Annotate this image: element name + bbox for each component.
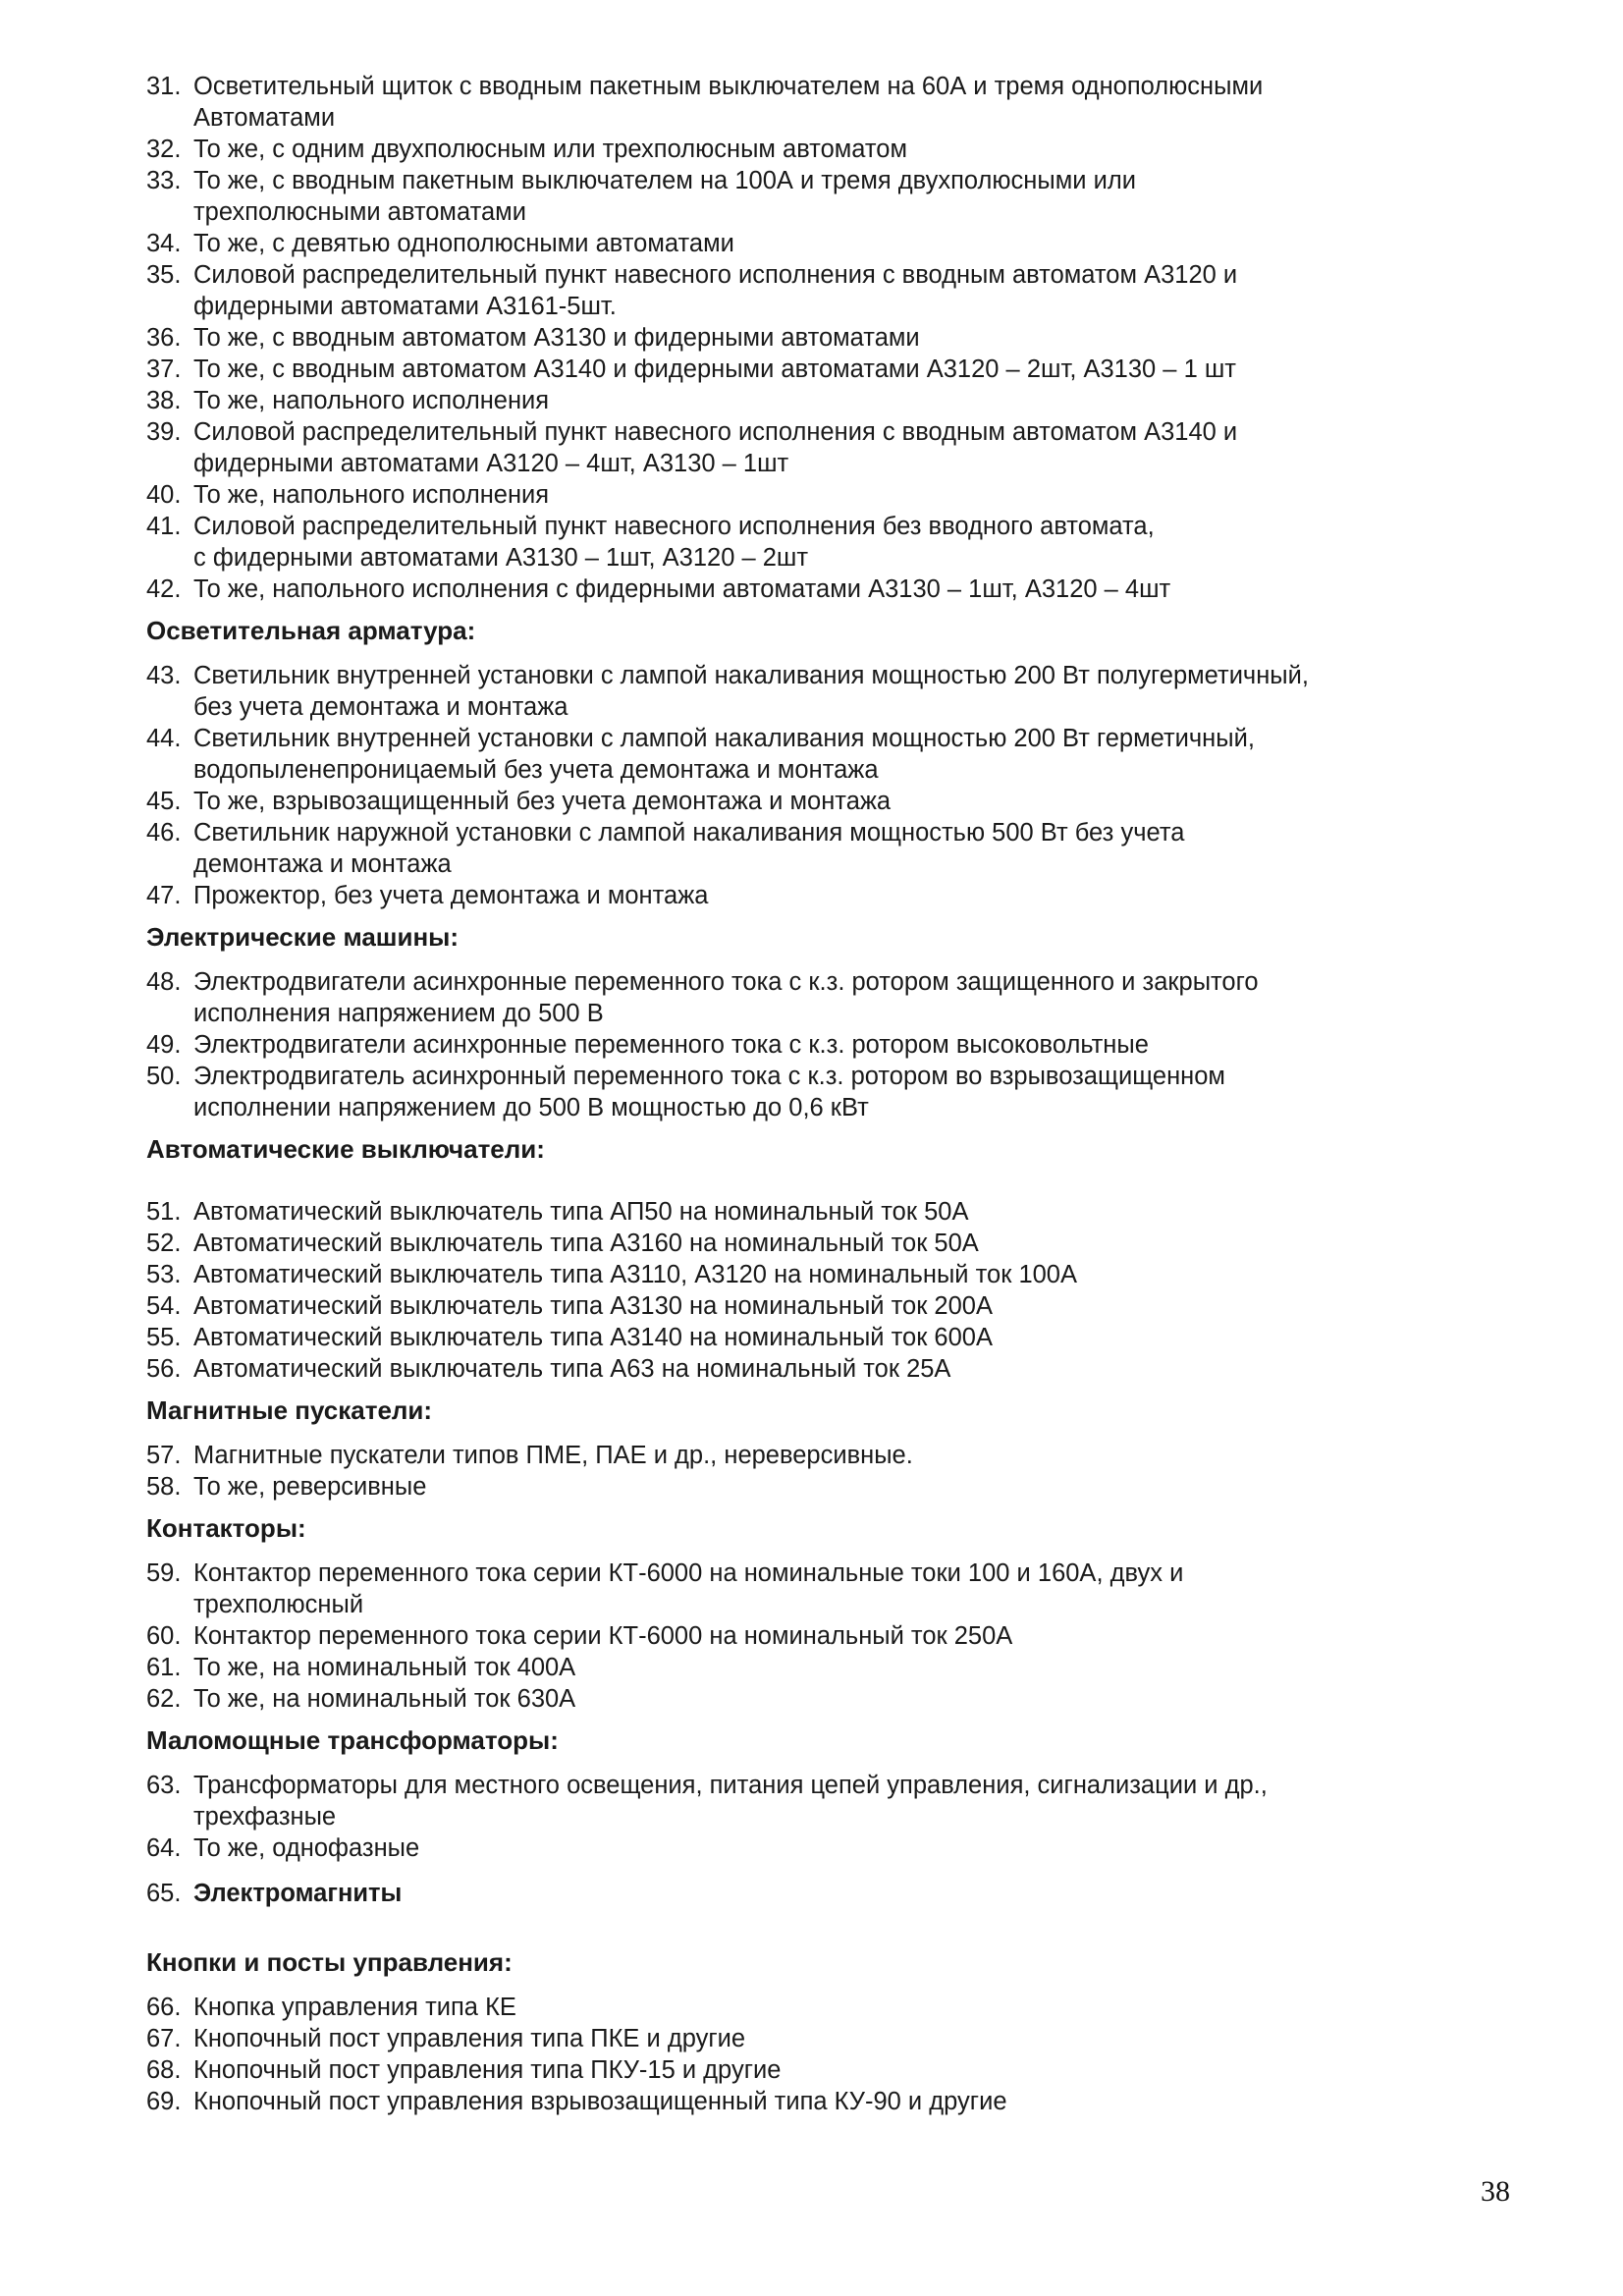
list-item-text: То же, напольного исполнения [193,481,550,509]
list-item-text: Светильник внутренней установки с лампой накаливания мощностью 200 Вт герметичный, водопыленепроницаемый без учета демонтажа и монтажа [193,725,1255,784]
list-item-text: То же, с вводным пакетным выключателем на 100А и тремя двухполюсными или трехполюсными автоматами [193,167,1136,226]
list-item [146,660,1482,723]
list-item-number: 46. [146,819,182,847]
list-item-number: 45. [146,788,182,815]
list-item [146,1558,1482,1620]
list-item [146,1440,1482,1471]
list-item-text: Магнитные пускатели типов ПМЕ, ПАЕ и др., нереверсивные. [193,1442,913,1469]
list-item-number: 31. [146,73,182,100]
list-item-text: То же, на номинальный ток 630А [193,1685,576,1713]
section-heading: Маломощные трансформаторы: [146,1725,559,1755]
list-item-number: 64. [146,1834,182,1862]
list-item-number: 37. [146,355,182,383]
list-item-number: 61. [146,1654,182,1681]
list-item-text: Силовой распределительный пункт навесного исполнения без вводного автомата, с фидерными автоматами А3130 – 1шт, А3120 – 2шт [193,513,1155,572]
list-item-number: 48. [146,968,182,996]
list-item-number: 66. [146,1994,182,2021]
list-item [146,723,1482,786]
list-item-number: 39. [146,418,182,446]
list-item [146,2086,1482,2117]
list-item [146,966,1482,1029]
list-item-number: 35. [146,261,182,289]
list-item-text: Электродвигатели асинхронные переменного тока с к.з. ротором высоковольтные [193,1031,1149,1059]
list-item-number: 38. [146,387,182,414]
section-heading: Электрические машины: [146,922,460,952]
list-item [146,511,1482,574]
list-item [146,2054,1482,2086]
list-item-number: 54. [146,1292,182,1320]
list-item [146,1353,1482,1385]
list-item [146,574,1482,605]
list-item-number: 40. [146,481,182,509]
list-item [146,2023,1482,2054]
list-item-text: Силовой распределительный пункт навесного исполнения с вводным автоматом А3120 и фидерными автоматами А3161-5шт. [193,261,1238,320]
list-item [146,786,1482,817]
list-item-text: Светильник наружной установки с лампой накаливания мощностью 500 Вт без учета демонтажа и монтажа [193,819,1185,878]
list-item-number: 36. [146,324,182,352]
list-item-text: То же, на номинальный ток 400А [193,1654,576,1681]
list-item-text: Автоматический выключатель типа А3110, А3120 на номинальный ток 100А [193,1261,1077,1288]
list-item-text: Электромагниты [193,1880,403,1907]
list-item [146,1471,1482,1503]
list-item [146,817,1482,880]
list-item-number: 65. [146,1880,182,1907]
list-item [146,228,1482,259]
list-item-number: 47. [146,882,182,909]
list-item-text: Кнопка управления типа КЕ [193,1994,516,2021]
list-item-text: Кнопочный пост управления типа ПКЕ и другие [193,2025,746,2052]
document-body [146,71,1482,2117]
list-item-number: 32. [146,136,182,163]
list-item-text: То же, с девятью однополюсными автоматами [193,230,734,257]
list-item-number: 53. [146,1261,182,1288]
list-item-number: 49. [146,1031,182,1059]
list-item [146,165,1482,228]
list-item [146,385,1482,416]
list-item [146,1683,1482,1715]
list-item [146,880,1482,911]
spacer [146,1864,1482,1878]
list-item-text: Электродвигатели асинхронные переменного тока с к.з. ротором защищенного и закрытого исполнения напряжением до 500 В [193,968,1259,1027]
list-item-text: Автоматический выключатель типа АП50 на номинальный ток 50А [193,1198,969,1226]
list-item-text: Автоматический выключатель типа А63 на номинальный ток 25А [193,1355,951,1383]
list-item-text: То же, с вводным автоматом А3140 и фидерными автоматами А3120 – 2шт, А3130 – 1 шт [193,355,1236,383]
list-item-number: 43. [146,662,182,689]
list-item [146,1878,1482,1909]
list-item-number: 34. [146,230,182,257]
list-item-number: 62. [146,1685,182,1713]
page-number: 38 [1481,2175,1510,2208]
list-item-number: 58. [146,1473,182,1501]
list-item [146,354,1482,385]
list-item [146,1029,1482,1061]
list-item [146,479,1482,511]
list-item-text: То же, однофазные [193,1834,420,1862]
list-item-number: 55. [146,1324,182,1351]
list-item-number: 60. [146,1622,182,1650]
list-item [146,1992,1482,2023]
list-item-number: 68. [146,2056,182,2084]
list-item [146,1322,1482,1353]
list-item-number: 50. [146,1063,182,1090]
list-item [146,1652,1482,1683]
list-item-text: Прожектор, без учета демонтажа и монтажа [193,882,709,909]
list-item-number: 69. [146,2088,182,2115]
list-item-text: Контактор переменного тока серии КТ-6000 на номинальные токи 100 и 160А, двух и трехполюсный [193,1559,1184,1618]
section-heading: Контакторы: [146,1513,306,1543]
list-item-text: То же, реверсивные [193,1473,427,1501]
list-item-text: То же, взрывозащищенный без учета демонтажа и монтажа [193,788,892,815]
list-item [146,1196,1482,1228]
list-item [146,322,1482,354]
list-item [146,1620,1482,1652]
list-item-number: 52. [146,1230,182,1257]
list-item [146,416,1482,479]
list-item [146,1290,1482,1322]
list-item-text: Кнопочный пост управления взрывозащищенный типа КУ-90 и другие [193,2088,1007,2115]
list-item [146,259,1482,322]
list-item-number: 59. [146,1559,182,1587]
list-item-number: 57. [146,1442,182,1469]
section-heading: Автоматические выключатели: [146,1134,545,1164]
list-item [146,1228,1482,1259]
section-heading: Кнопки и посты управления: [146,1947,513,1977]
list-item-text: Автоматический выключатель типа А3130 на номинальный ток 200А [193,1292,993,1320]
list-item [146,71,1482,134]
list-item-number: 44. [146,725,182,752]
list-item-number: 67. [146,2025,182,2052]
section-heading: Осветительная арматура: [146,616,476,645]
list-item [146,1770,1482,1832]
list-item-text: Автоматический выключатель типа А3140 на номинальный ток 600А [193,1324,993,1351]
list-item [146,134,1482,165]
spacer [146,1909,1482,1937]
list-item-text: То же, с вводным автоматом А3130 и фидерными автоматами [193,324,920,352]
list-item-number: 51. [146,1198,182,1226]
list-item-text: То же, напольного исполнения с фидерными автоматами А3130 – 1шт, А3120 – 4шт [193,575,1171,603]
list-item-number: 56. [146,1355,182,1383]
list-item [146,1832,1482,1864]
list-item-text: Светильник внутренней установки с лампой накаливания мощностью 200 Вт полугерметичный, без учета демонтажа и монтажа [193,662,1309,721]
list-item-text: То же, напольного исполнения [193,387,550,414]
list-item [146,1259,1482,1290]
list-item-number: 33. [146,167,182,194]
list-item-text: Электродвигатель асинхронный переменного тока с к.з. ротором во взрывозащищенном исполнении напряжением до 500 В мощностью до 0,6 кВт [193,1063,1225,1121]
list-item-number: 42. [146,575,182,603]
list-item-text: Трансформаторы для местного освещения, питания цепей управления, сигнализации и др., трехфазные [193,1772,1268,1831]
list-item-text: Контактор переменного тока серии КТ-6000 на номинальный ток 250А [193,1622,1013,1650]
section-heading: Магнитные пускатели: [146,1395,433,1425]
list-item [146,1061,1482,1123]
list-item-text: То же, с одним двухполюсным или трехполюсным автоматом [193,136,908,163]
list-item-number: 41. [146,513,182,540]
list-item-text: Осветительный щиток с вводным пакетным выключателем на 60А и тремя однополюсными Автоматами [193,73,1264,132]
list-item-number: 63. [146,1772,182,1799]
list-item-text: Кнопочный пост управления типа ПКУ-15 и другие [193,2056,782,2084]
list-item-text: Силовой распределительный пункт навесного исполнения с вводным автоматом А3140 и фидерными автоматами А3120 – 4шт, А3130 – 1шт [193,418,1238,477]
list-item-text: Автоматический выключатель типа А3160 на номинальный ток 50А [193,1230,979,1257]
